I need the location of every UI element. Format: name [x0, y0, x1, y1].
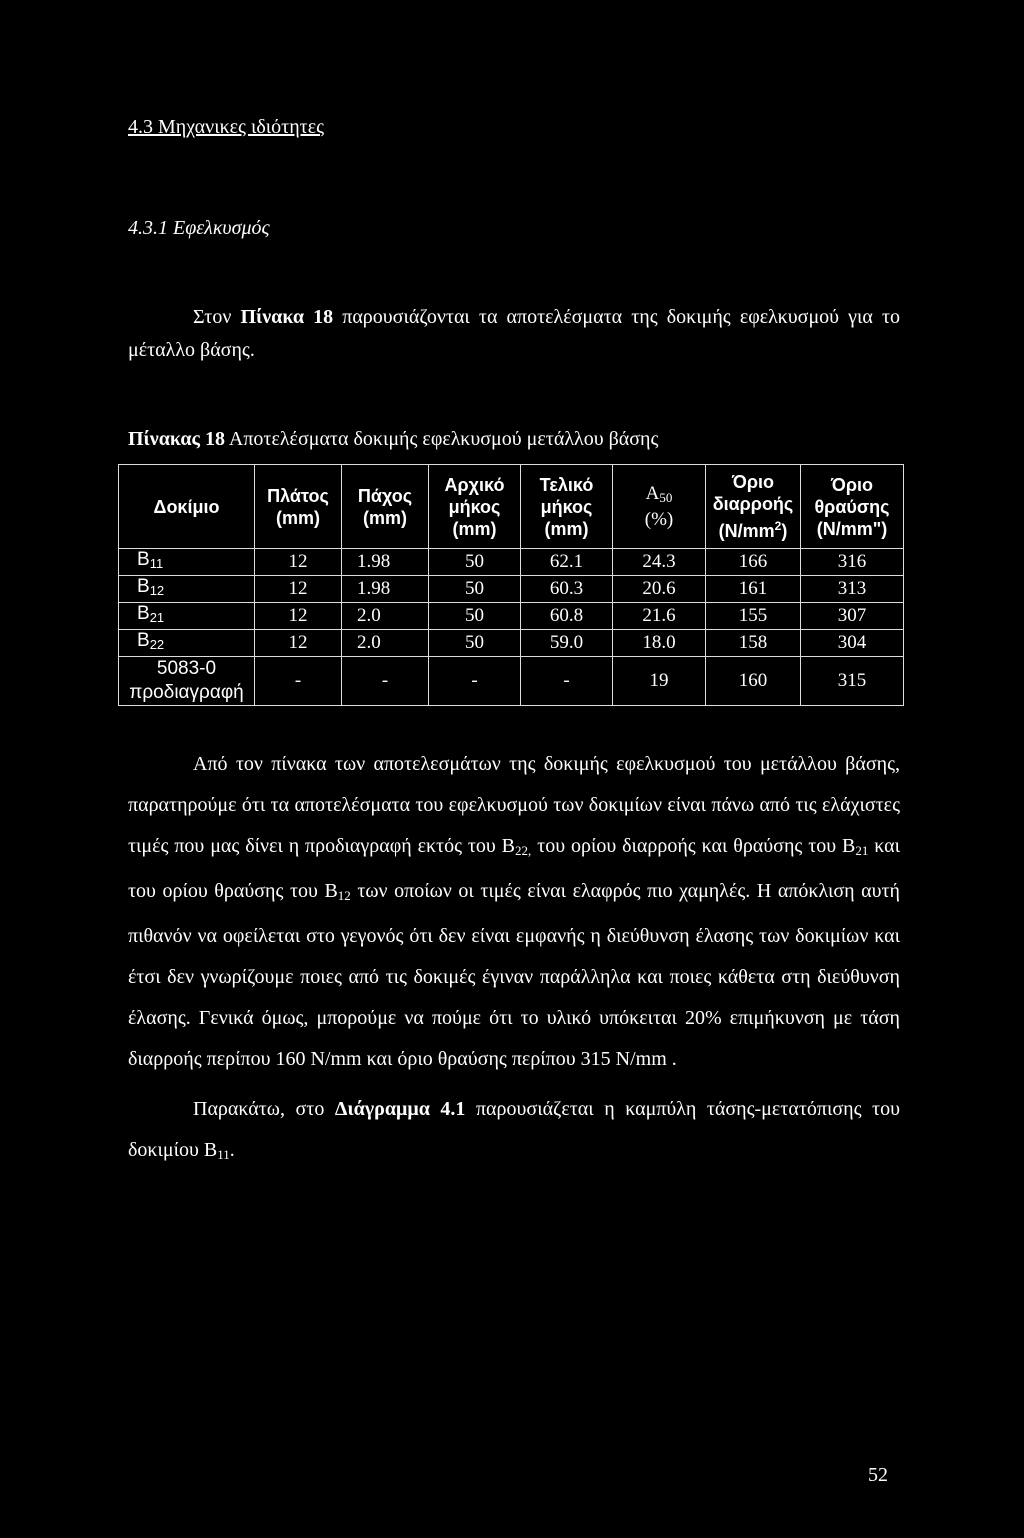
cell-yield: 158: [706, 630, 801, 657]
cell-thickness: 2.0: [342, 603, 429, 630]
cell-final-length: 60.8: [521, 603, 613, 630]
cell-final-length: -: [521, 657, 613, 706]
cell-fracture: 304: [801, 630, 904, 657]
cell-initial-length: 50: [429, 630, 521, 657]
cell-thickness: 1.98: [342, 549, 429, 576]
header-fracture-strength: Όριο θραύσης (N/mm"): [801, 465, 904, 549]
cell-specimen: $B_{12}$: [119, 576, 255, 603]
cell-final-length: 59.0: [521, 630, 613, 657]
cell-width: 12: [255, 576, 342, 603]
header-yield-strength: Όριο διαρροής $(N/mm^2)$: [706, 465, 801, 549]
cell-fracture: 307: [801, 603, 904, 630]
table-row: [119, 549, 904, 576]
cell-fracture: 315: [801, 657, 904, 706]
spec-row: [119, 657, 904, 706]
cell-width: 12: [255, 603, 342, 630]
cell-a50: 20.6: [613, 576, 706, 603]
cell-initial-length: 50: [429, 603, 521, 630]
intro-paragraph: Στον Πίνακα 18 παρουσιάζονται τα αποτελέσματα της δοκιμής εφελκυσμού για το μέταλλο βάσης.: [128, 306, 901, 361]
table-header-row: [119, 465, 904, 549]
cell-width: -: [255, 657, 342, 706]
subsection-title: 4.3.1 Εφελκυσμός: [128, 217, 270, 239]
header-thickness: Πάχος (mm): [342, 465, 429, 549]
cell-thickness: 2.0: [342, 630, 429, 657]
cell-initial-length: 50: [429, 576, 521, 603]
section-title: 4.3 Μηχανικες ιδιότητες: [128, 116, 325, 138]
cell-specimen: $B_{21}$: [119, 603, 255, 630]
cell-final-length: 62.1: [521, 549, 613, 576]
caption-text: Αποτελέσματα δοκιμής εφελκυσμού μετάλλου βάσης: [224, 428, 659, 450]
cell-yield: 160: [706, 657, 801, 706]
table-caption: [128, 428, 658, 451]
cell-specimen: $B_{11}$: [119, 549, 255, 576]
header-specimen: Δοκίμιο: [119, 465, 255, 549]
cell-thickness: 1.98: [342, 576, 429, 603]
cell-fracture: 316: [801, 549, 904, 576]
cell-yield: 166: [706, 549, 801, 576]
cell-fracture: 313: [801, 576, 904, 603]
cell-yield: 155: [706, 603, 801, 630]
cell-final-length: 60.3: [521, 576, 613, 603]
header-a50: $A_{50}$ (%): [613, 465, 706, 549]
discussion-paragraph: Από τον πίνακα των αποτελεσμάτων της δοκιμής εφελκυσμού του μετάλλου βάσης, παρατηρούμε ότι τα αποτελέσματα του εφελκυσμού των δοκιμίων είναι πάνω από τις ελάχιστες τιμές που μας δίνει η προδιαγραφή εκτός του $B_{22,}$ του ορίου διαρροής και θραύσης του $B_{21}$ και του ορίου θραύσης του $B_{12}$ των οποίων οι τιμές είναι ελαφρός πιο χαμηλές. Η απόκλιση αυτή πιθανόν να οφείλεται στο γεγονός ότι δεν είναι εμφανής η διεύθυνση έλασης των δοκιμίων και έτσι δεν γνωρίζουμε ποιες από τις δοκιμές έγιναν παράλληλα και ποιες κάθετα στη διεύθυνση έλασης. Γενικά όμως, μπορούμε να πούμε ότι το υλικό υπόκειται 20% επιμήκυνση με τάση διαρροής περίπου 160 N/mm και όριο θραύσης περίπου 315 N/mm .: [128, 753, 901, 1070]
diagram-reference: Διάγραμμα 4.1: [334, 1098, 466, 1120]
cell-yield: 161: [706, 576, 801, 603]
page-number: 52: [868, 1464, 888, 1486]
cell-a50: 19: [613, 657, 706, 706]
cell-width: 12: [255, 549, 342, 576]
cell-initial-length: 50: [429, 549, 521, 576]
caption-label: Πίνακας 18: [128, 428, 225, 450]
header-final-length: Τελικό μήκος (mm): [521, 465, 613, 549]
cell-a50: 21.6: [613, 603, 706, 630]
header-initial-length: Αρχικό μήκος (mm): [429, 465, 521, 549]
cell-a50: 24.3: [613, 549, 706, 576]
cell-specimen: $B_{22}$: [119, 630, 255, 657]
cell-initial-length: -: [429, 657, 521, 706]
table-row: [119, 576, 904, 603]
cell-width: 12: [255, 630, 342, 657]
results-table: [118, 464, 904, 706]
table-row: [119, 630, 904, 657]
table-row: [119, 603, 904, 630]
header-width: Πλάτος (mm): [255, 465, 342, 549]
cell-a50: 18.0: [613, 630, 706, 657]
diagram-intro-paragraph: Παρακάτω, στο Διάγραμμα 4.1 παρουσιάζεται η καμπύλη τάσης-μετατόπισης του δοκιμίου $B_{11}$.: [128, 1098, 900, 1162]
table-reference: Πίνακα 18: [240, 306, 334, 328]
cell-spec-label: 5083-0 προδιαγραφή: [119, 657, 255, 706]
cell-thickness: -: [342, 657, 429, 706]
